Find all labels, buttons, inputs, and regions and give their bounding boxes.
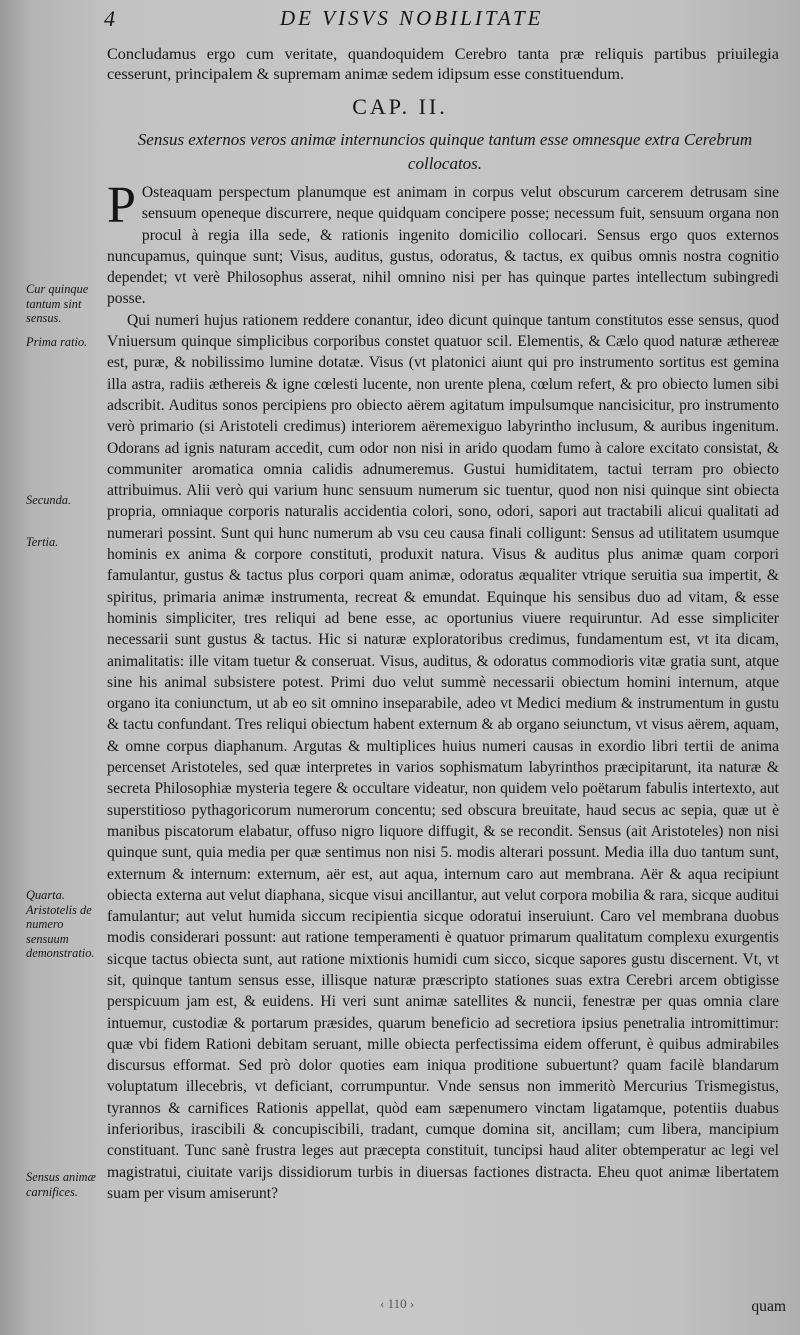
margin-note-cur-quinque: Cur quinque tantum sint sensus. bbox=[26, 282, 89, 325]
catchword: quam bbox=[751, 1298, 786, 1315]
page-number: 4 bbox=[104, 6, 115, 31]
margin-note-sensus-animae: Sensus animæ carnifices. bbox=[26, 1170, 96, 1199]
margin-note-secunda: Secunda. bbox=[26, 493, 72, 507]
chapter-heading: CAP. II. bbox=[352, 94, 448, 119]
margin-note-tertia: Tertia. bbox=[26, 535, 59, 549]
page-header bbox=[100, 6, 780, 30]
running-title: DE VISVS NOBILITATE bbox=[280, 6, 544, 30]
margin-note-prima: Prima ratio. bbox=[26, 335, 88, 349]
paragraph-1 bbox=[107, 177, 779, 310]
paragraph-1-text: Osteaquam perspectum planumque est animam in corpus velut obscurum carcerem detrusam sine sensuum openeque discurrere, neque quidquam concipere posse; necessum fuit, sensuum organa non procul à regia illa sede, & rationis ingenito domicilio collocari. Sensus ergo quos externos nuncupamus, quinque sunt; Visus, auditus, gustus, odoratus, & tactus, ex quibus omnis nostra cognitio dependet; vt verè Philosophus asserat, nihil omnino nisi per has quinque partes intellectum subingredi posse. bbox=[107, 184, 779, 308]
margin-note-quarta: Quarta. Aristotelis de numero sensuum demonstratio. bbox=[26, 888, 95, 960]
drop-cap: P bbox=[107, 177, 136, 234]
intro-paragraph: Concludamus ergo cum veritate, quandoquidem Cerebro tanta præ reliquis partibus priuilegia cesserunt, principalem & supremam animæ sedem idipsum esse constituendum. bbox=[107, 45, 779, 83]
main-text bbox=[107, 177, 779, 1204]
paragraph-2: Qui numeri hujus rationem reddere conantur, ideo dicunt quinque tantum constitutos esse sensus, quod Vniuersum quinque simplicibus corporibus constet quatuor scil. Elementis, & Cælo quod naturæ æthereæ est, puræ, & nobilissimo lumine dotatæ. Visus (vt platonici aiunt qui pro instrumento sortitus est gemina illa astra, radiis æthereis & igne cœlesti lucente, non urente plena, cœlum refert, & pro obiecto lumen sibi adscribit. Auditus sonos percipiens pro obiecto aërem agitatum impulsumque nancisicitur, pro instrumento verò primario (si Aristoteli credimus) interiorem aëremexiguo labyrintho inclusum, & auribus ingenitum. Odorans ad ignis naturam accedit, cum odor non nisi in arido quodam fumo à calore excitato consistat, & communiter aromatica omnia calidis adnumeremus. Gustui humiditatem, tactui terram pro obiecto attribuimus. Alii verò qui varium hunc sensuum numerum sic tuentur, quod non nisi quinque sint obiecta propria, omniaque corporis naturalis accidentia colori, sono, odori, sapori aut tractabili alicui qualitati ad numerari possint. Sunt qui hunc numerum ab vsu ceu causa finali colligunt: Sensus ad utilitatem usumque hominis ex anima & corpore constituti, produxit natura. Visus & auditus plus animæ quam corpori famulantur, gustus & tactus plus corpori quam animæ, odoratus æqualiter vtrique seruitia sua impertit, & spiritus, primaria animæ instrumenta, recreat & emundat. Equinque his sensibus duo ad vitam, & esse hominis simpliciter, tres reliqui ad bene esse, ac oportunius viuere requiruntur. Ad esse simpliciter necessarii sunt gustus & tactus. Hic si naturæ exploratoribus credimus, fundamentum est, vt ita dicam, animalitatis: ille vitam tuetur & conseruat. Visus, auditus, & odoratus commodioris vitæ gratia sunt, atque sine his animal subsistere potest. Primi duo velut summè necessarii obiectum homini internum, atque organo ita coniunctum, ut ab eo sit omnino inseparabile, adeo vt Medici medium & instrumentum in gustu & tactu confundant. Tres reliqui obiectum habent externum & ab organo seiunctum, vt visus aërem, aquam, & omne corpus diaphanum. Argutas & multiplices huius numeri causas in exordio libri tertii de anima percenset Aristoteles, sed quæ interpretes in varios sophismatum labyrinthos præcipitarunt, ita naturæ & secreta Philosophiæ mysteria tegere & occultare videatur, non quidem velo poëtarum fabulis intertexto, aut superstitioso pythagoricorum numerorum concentu; sed obscura breuitate, haud secus ac sepia, quæ ut è manibus piscatorum elabatur, offuso nigro liquore diffugit, & se recondit. Sensus (ait Aristoteles) non nisi quinque sunt, quia media per quæ sentimus non nisi 5. modis alterari possunt. Media illa duo tantum sunt, externum & internum: externum, aër est, aut aqua, internum caro aut membrana. Aër & aqua recipiunt obiecta externa aut velut diaphana, sicque visui ancillantur, aut velut corpora mobilia & rara, sicque auditui famulantur; aut velut humida siccum recipientia sicque odoratui inseruiunt. Caro vel membrana duobus modis considerari possunt: aut ratione temperamenti è quatuor primarum qualitatum complexu exurgentis sicque tactus obiecta sunt, aut ratione mixtionis humidi cum sicco, sicque sapores gustu discernent. Vt, vt sit, quinque tantum sensus esse, illisque naturæ præscripto stationes suas extra Cerebri arcem obtigisse perspicuum jam est, & euidens. Hi veri sunt animæ satellites & nuncii, fenestræ per quas omnia clare intuemur, custodiæ & portarum præsides, quarum beneficio ad secretiora ipsius penetralia intromittimur: quæ vbi fidem Rationi debitam seruant, mille obiecta perfectissima eidem offerunt, è quibus admirabiles discursus efformat. Sed prò dolor quoties eam iniqua proditione subuertunt? quam facilè blandarum voluptatum illecebris, vt deficiant, corrumpuntur. Vnde sensus non immeritò Mercurius Trismegistus, tyrannos & carnifices Rationis appellat, quòd eam sæpenumero vinctam ligatamque, potentiis duabus inferioribus, irascibili & concupiscibili, tradant, cumque domina sit, ancillam; cum libera, mancipium constituant. Tunc sanè frustra leges aut præcepta constituit, tuncipsi haud aliter obtemperatur ac legi vel magistratui, ciuitate varijs dissidiorum turbis in diuersas factiones distracta. Eheu quot animæ libertatem suam per visum amiserunt? bbox=[107, 311, 779, 1202]
signature-mark: ‹ 110 › bbox=[380, 1296, 415, 1311]
chapter-subtitle: Sensus externos veros animæ internuncios quinque tantum esse omnesque extra Cerebrum collocatos. bbox=[137, 130, 753, 173]
